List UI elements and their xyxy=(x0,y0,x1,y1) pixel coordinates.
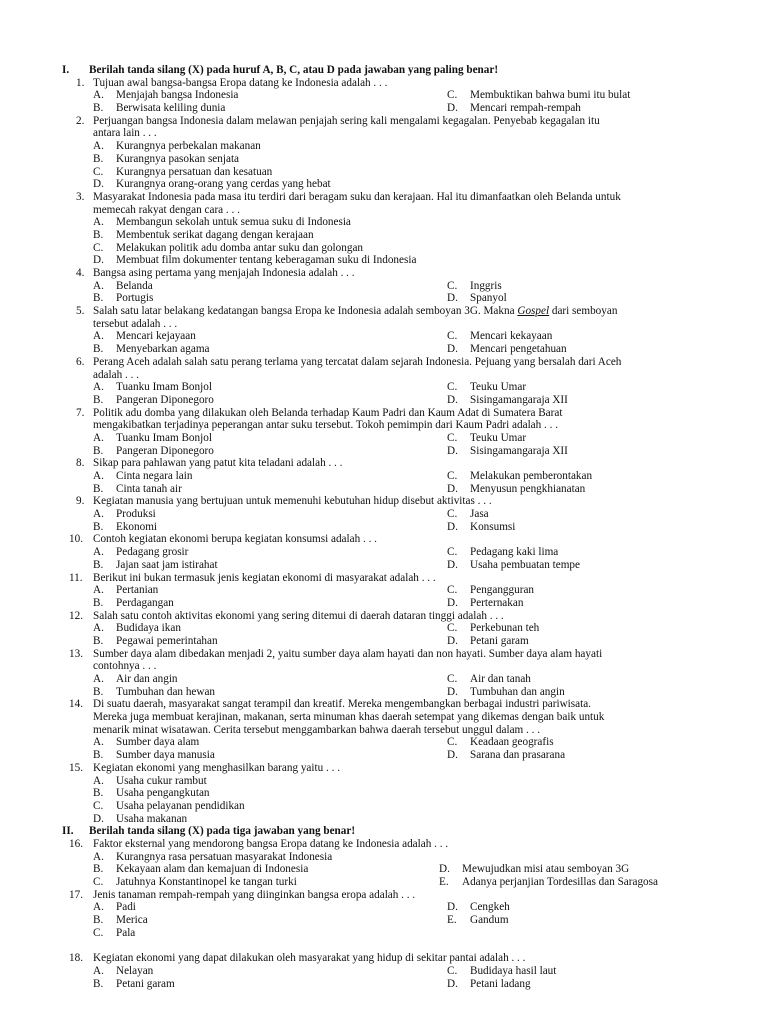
question-line xyxy=(0,457,768,470)
option-letter: D. xyxy=(439,863,450,876)
answer-row xyxy=(0,508,768,521)
option-text: Membuat film dokumenter tentang keberagaman suku di Indonesia xyxy=(116,254,417,267)
option-text: Cengkeh xyxy=(470,901,510,914)
question-line xyxy=(0,369,768,382)
option-text: Belanda xyxy=(116,279,153,292)
question-line xyxy=(0,305,768,318)
option-letter: D. xyxy=(447,292,458,305)
option-text: Menyusun pengkhianatan xyxy=(470,482,586,495)
question-text: antara lain . . . xyxy=(93,127,157,140)
question-text: adalah . . . xyxy=(93,368,139,381)
option-letter: D. xyxy=(447,520,458,533)
option-letter: A. xyxy=(93,850,104,863)
option-text: Tuanku Imam Bonjol xyxy=(116,431,212,444)
section-heading xyxy=(0,825,768,838)
option-text: Membangun sekolah untuk semua suku di Indonesia xyxy=(116,216,351,229)
option-text: Membuktikan bahwa bumi itu bulat xyxy=(470,89,631,102)
option-letter: D. xyxy=(93,178,104,191)
question-text: menarik minat wisatawan. Cerita tersebut menggambarkan bahwa daerah tersebut unggul dalam . . . xyxy=(93,723,541,736)
option-text: Budidaya ikan xyxy=(116,622,181,635)
option-text: Sumber daya manusia xyxy=(116,749,215,762)
option-letter: A. xyxy=(93,508,104,521)
option-letter: D. xyxy=(447,444,458,457)
option-letter: D. xyxy=(447,102,458,115)
option-letter: D. xyxy=(93,812,104,825)
option-text: Sisingamangaraja XII xyxy=(470,393,568,406)
question-text: Masyarakat Indonesia pada masa itu terdiri dari beragam suku dan kerajaan. Hal itu dimanfaatkan oleh Belanda untuk xyxy=(93,190,621,203)
option-text: Mewujudkan misi atau semboyan 3G xyxy=(462,863,630,876)
option-text: Tumbuhan dan angin xyxy=(470,685,565,698)
answer-row xyxy=(0,901,768,914)
option-text: Pegawai pemerintahan xyxy=(116,634,218,647)
answer-row xyxy=(0,686,768,699)
option-letter: B. xyxy=(93,343,104,356)
option-letter: B. xyxy=(93,102,104,115)
answer-row xyxy=(0,635,768,648)
answer-row xyxy=(0,597,768,610)
option-letter: A. xyxy=(93,774,104,787)
option-letter: D. xyxy=(447,901,458,914)
question-text: Kegiatan ekonomi yang menghasilkan barang yaitu . . . xyxy=(93,761,340,774)
option-text: Pedagang grosir xyxy=(116,546,189,559)
option-text: Teuku Umar xyxy=(470,431,527,444)
option-letter: D. xyxy=(447,343,458,356)
option-text: Teuku Umar xyxy=(470,381,527,394)
option-text: Kurangnya rasa persatuan masyarakat Indonesia xyxy=(116,850,333,863)
question-text: Bangsa asing pertama yang menjajah Indonesia adalah . . . xyxy=(93,267,355,279)
option-letter: A. xyxy=(93,964,104,977)
option-letter: B. xyxy=(93,596,104,609)
answer-row xyxy=(0,622,768,635)
question-number: 5. xyxy=(76,305,85,318)
option-text: Konsumsi xyxy=(470,520,516,533)
question-line xyxy=(0,724,768,737)
option-text: Usaha makanan xyxy=(116,812,188,825)
option-letter: A. xyxy=(93,901,104,914)
option-text: Pengangguran xyxy=(470,584,535,597)
answer-row xyxy=(0,153,768,166)
question-text: Perjuangan bangsa Indonesia dalam melawan penjajah sering kali mengalami kegagalan. Penyebab kegagalan itu xyxy=(93,114,600,127)
question-line xyxy=(0,318,768,331)
option-letter: D. xyxy=(93,254,104,267)
option-letter: C. xyxy=(93,165,104,178)
question-number: 11. xyxy=(69,571,83,584)
question-text: Di suatu daerah, masyarakat sangat terampil dan kreatif. Mereka mengembangkan berbagai industri pariwisata. xyxy=(93,698,591,711)
question-number: 17. xyxy=(69,888,83,901)
answer-row xyxy=(0,89,768,102)
option-text: Menjajah bangsa Indonesia xyxy=(116,89,239,102)
question-number: 18. xyxy=(69,952,83,965)
question-text: Sumber daya alam dibedakan menjadi 2, yaitu sumber daya alam hayati dan non hayati. Sumber daya alam hayati xyxy=(93,647,603,660)
answer-row xyxy=(0,736,768,749)
question-number: 3. xyxy=(76,190,85,203)
question-text: Perang Aceh adalah salah satu perang terlama yang tercatat dalam sejarah Indonesia. Pejuang yang bersalah dari Aceh xyxy=(93,355,622,368)
option-text: Tuanku Imam Bonjol xyxy=(116,381,212,394)
option-letter: C. xyxy=(447,584,458,597)
option-letter: B. xyxy=(93,444,104,457)
question-text: contohnya . . . xyxy=(93,660,157,673)
answer-row xyxy=(0,229,768,242)
question-text: Salah satu latar belakang kedatangan bangsa Eropa ke Indonesia adalah semboyan 3G. Makna Gospel dari semboyan xyxy=(93,305,618,318)
option-letter: C. xyxy=(447,508,458,521)
question-number: 10. xyxy=(69,533,83,546)
question-number: 13. xyxy=(69,647,83,660)
answer-row xyxy=(0,787,768,800)
answer-row xyxy=(0,521,768,534)
option-letter: B. xyxy=(93,787,104,800)
option-letter: E. xyxy=(447,914,457,927)
option-text: Kurangnya pasokan senjata xyxy=(116,152,240,165)
option-text: Melakukan pemberontakan xyxy=(470,470,593,482)
option-text: Cinta tanah air xyxy=(116,482,182,495)
option-text: Petani garam xyxy=(116,977,175,990)
option-text: Air dan tanah xyxy=(470,673,531,685)
section-instruction: Berilah tanda silang (X) pada tiga jawaban yang benar! xyxy=(89,825,356,838)
option-text: Mencari kekayaan xyxy=(470,330,553,343)
option-text: Nelayan xyxy=(116,964,154,977)
question-text: mengakibatkan terjadinya peperangan antar suku tersebut. Tokoh pemimpin dari Kaum Padri adalah . . . xyxy=(93,419,559,432)
question-number: 16. xyxy=(69,837,83,850)
option-letter: C. xyxy=(447,330,458,343)
option-text: Pala xyxy=(116,926,136,939)
answer-row xyxy=(0,914,768,927)
question-text: Politik adu domba yang dilakukan oleh Belanda terhadap Kaum Padri dan Kaum Adat di Sumatera Barat xyxy=(93,406,563,419)
answer-row xyxy=(0,546,768,559)
question-line xyxy=(0,495,768,508)
option-text: Melakukan politik adu domba antar suku dan golongan xyxy=(116,241,364,254)
answer-row xyxy=(0,863,768,876)
section-number: II. xyxy=(62,825,74,838)
option-letter: C. xyxy=(93,799,104,812)
option-letter: B. xyxy=(93,482,104,495)
option-letter: A. xyxy=(93,381,104,394)
option-text: Cinta negara lain xyxy=(116,470,193,482)
option-text: Sarana dan prasarana xyxy=(470,749,566,762)
option-letter: B. xyxy=(93,863,104,876)
option-letter: B. xyxy=(93,977,104,990)
question-line xyxy=(0,127,768,140)
option-text: Usaha cukur rambut xyxy=(116,774,207,787)
option-letter: D. xyxy=(447,685,458,698)
option-letter: C. xyxy=(447,736,458,749)
option-text: Ekonomi xyxy=(116,520,158,533)
option-text: Padi xyxy=(116,901,136,914)
question-number: 2. xyxy=(76,114,85,127)
option-letter: C. xyxy=(447,381,458,394)
answer-row xyxy=(0,559,768,572)
answer-row xyxy=(0,673,768,686)
answer-row xyxy=(0,445,768,458)
question-line xyxy=(0,191,768,204)
option-letter: A. xyxy=(93,89,104,102)
question-number: 4. xyxy=(76,267,85,279)
answer-row xyxy=(0,102,768,115)
option-text: Usaha pembuatan tempe xyxy=(470,558,580,571)
option-text: Keadaan geografis xyxy=(470,736,554,749)
question-number: 6. xyxy=(76,355,85,368)
option-text: Kekayaan alam dan kemajuan di Indonesia xyxy=(116,863,309,876)
option-letter: D. xyxy=(447,393,458,406)
option-letter: A. xyxy=(93,431,104,444)
question-line xyxy=(0,204,768,217)
question-text: Kegiatan ekonomi yang dapat dilakukan oleh masyarakat yang hidup di sekitar pantai adalah . . . xyxy=(93,952,526,965)
option-letter: A. xyxy=(93,584,104,597)
option-letter: C. xyxy=(447,964,458,977)
option-letter: B. xyxy=(93,152,104,165)
option-text: Kurangnya orang-orang yang cerdas yang hebat xyxy=(116,178,331,191)
option-letter: B. xyxy=(93,228,104,241)
option-text: Pertanian xyxy=(116,584,159,597)
option-text: Inggris xyxy=(470,279,502,292)
option-letter: D. xyxy=(447,749,458,762)
answer-row xyxy=(0,394,768,407)
question-line xyxy=(0,648,768,661)
option-text: Mencari rempah-rempah xyxy=(470,102,581,115)
option-letter: A. xyxy=(93,140,104,153)
question-number: 1. xyxy=(76,76,85,89)
question-line xyxy=(0,711,768,724)
option-letter: C. xyxy=(93,876,104,888)
option-letter: A. xyxy=(93,216,104,229)
option-letter: B. xyxy=(93,558,104,571)
option-text: Mencari kejayaan xyxy=(116,330,196,343)
option-text: Perkebunan teh xyxy=(470,622,540,635)
option-letter: C. xyxy=(93,926,104,939)
option-text: Tumbuhan dan hewan xyxy=(116,685,216,698)
option-text: Perdagangan xyxy=(116,596,174,609)
option-letter: C. xyxy=(447,470,458,482)
option-text: Kurangnya perbekalan makanan xyxy=(116,140,261,153)
option-letter: C. xyxy=(447,546,458,559)
question-text: Jenis tanaman rempah-rempah yang diinginkan bangsa eropa adalah . . . xyxy=(93,888,416,901)
question-text: tersebut adalah . . . xyxy=(93,317,178,330)
section-heading xyxy=(0,64,768,77)
answer-row xyxy=(0,166,768,179)
question-number: 12. xyxy=(69,609,83,622)
question-text: Sikap para pahlawan yang patut kita teladani adalah . . . xyxy=(93,457,343,470)
answer-row xyxy=(0,140,768,153)
option-letter: A. xyxy=(93,330,104,343)
option-letter: A. xyxy=(93,279,104,292)
option-text: Jatuhnya Konstantinopel ke tangan turki xyxy=(116,876,297,888)
question-line xyxy=(0,610,768,623)
answer-row xyxy=(0,178,768,191)
question-line xyxy=(0,660,768,673)
option-letter: B. xyxy=(93,292,104,305)
option-letter: A. xyxy=(93,622,104,635)
section-number: I. xyxy=(62,64,70,76)
question-line xyxy=(0,952,768,965)
question-text: Mereka juga membuat kerajinan, makanan, serta minuman khas daerah setempat yang dikemas dengan baik untuk xyxy=(93,711,605,724)
option-letter: B. xyxy=(93,634,104,647)
option-letter: D. xyxy=(447,482,458,495)
option-text: Pedagang kaki lima xyxy=(470,546,559,559)
answer-row xyxy=(0,965,768,978)
option-letter: C. xyxy=(447,431,458,444)
answer-row xyxy=(0,254,768,267)
answer-row xyxy=(0,813,768,826)
option-text: Mencari pengetahuan xyxy=(470,343,567,356)
answer-row xyxy=(0,483,768,496)
answer-row xyxy=(0,927,768,940)
option-letter: C. xyxy=(93,241,104,254)
option-letter: C. xyxy=(447,89,458,102)
option-text: Usaha pengangkutan xyxy=(116,787,210,800)
question-text: Faktor eksternal yang mendorong bangsa Eropa datang ke Indonesia adalah . . . xyxy=(93,837,449,850)
option-letter: D. xyxy=(447,634,458,647)
option-text: Petani ladang xyxy=(470,977,531,990)
answer-row xyxy=(0,584,768,597)
option-letter: D. xyxy=(447,558,458,571)
answer-row xyxy=(0,775,768,788)
option-text: Portugis xyxy=(116,292,154,305)
question-text: Berikut ini bukan termasuk jenis kegiatan ekonomi di masyarakat adalah . . . xyxy=(93,571,436,584)
option-letter: D. xyxy=(447,977,458,990)
question-line xyxy=(0,533,768,546)
option-letter: A. xyxy=(93,470,104,482)
question-text: Salah satu contoh aktivitas ekonomi yang sering ditemui di daerah dataran tinggi adalah . . . xyxy=(93,609,504,622)
option-text: Perternakan xyxy=(470,596,524,609)
question-number: 8. xyxy=(76,457,85,470)
option-letter: A. xyxy=(93,546,104,559)
option-text: Menyebarkan agama xyxy=(116,343,210,356)
question-text: Kegiatan manusia yang bertujuan untuk memenuhi kebutuhan hidup disebut aktivitas . . . xyxy=(93,495,492,508)
answer-row xyxy=(0,330,768,343)
answer-row xyxy=(0,978,768,991)
option-letter: C. xyxy=(447,673,458,685)
option-letter: B. xyxy=(93,914,104,927)
answer-row xyxy=(0,851,768,864)
option-letter: E. xyxy=(439,876,449,888)
question-line xyxy=(0,762,768,775)
question-line xyxy=(0,572,768,585)
option-letter: B. xyxy=(93,393,104,406)
question-line xyxy=(0,115,768,128)
option-text: Merica xyxy=(116,914,148,927)
option-letter: D. xyxy=(447,596,458,609)
option-letter: B. xyxy=(93,685,104,698)
section-instruction: Berilah tanda silang (X) pada huruf A, B, C, atau D pada jawaban yang paling benar! xyxy=(89,64,499,76)
option-text: Sisingamangaraja XII xyxy=(470,444,568,457)
question-line xyxy=(0,698,768,711)
answer-row xyxy=(0,749,768,762)
question-text: memecah rakyat dengan cara . . . xyxy=(93,203,240,216)
option-text: Berwisata keliling dunia xyxy=(116,102,226,115)
question-line xyxy=(0,419,768,432)
option-text: Membentuk serikat dagang dengan kerajaan xyxy=(116,228,314,241)
option-text: Produksi xyxy=(116,508,156,521)
answer-row xyxy=(0,381,768,394)
option-text: Jajan saat jam istirahat xyxy=(116,558,218,571)
option-text: Adanya perjanjian Tordesillas dan Saragosa xyxy=(462,876,658,888)
question-text: Contoh kegiatan ekonomi berupa kegiatan konsumsi adalah . . . xyxy=(93,533,377,546)
answer-row xyxy=(0,432,768,445)
question-number: 14. xyxy=(69,698,83,711)
question-number: 7. xyxy=(76,406,85,419)
option-letter: C. xyxy=(447,279,458,292)
question-text: Tujuan awal bangsa-bangsa Eropa datang ke Indonesia adalah . . . xyxy=(93,76,388,89)
option-text: Jasa xyxy=(470,508,489,521)
option-text: Gandum xyxy=(470,914,509,927)
option-text: Air dan angin xyxy=(116,673,178,685)
answer-row xyxy=(0,876,768,889)
answer-row xyxy=(0,280,768,293)
spacer xyxy=(0,939,768,952)
option-text: Kurangnya persatuan dan kesatuan xyxy=(116,165,273,178)
option-text: Petani garam xyxy=(470,634,529,647)
option-text: Budidaya hasil laut xyxy=(470,964,557,977)
answer-row xyxy=(0,343,768,356)
answer-row xyxy=(0,292,768,305)
worksheet xyxy=(0,64,768,990)
option-letter: A. xyxy=(93,673,104,685)
option-letter: B. xyxy=(93,749,104,762)
option-text: Spanyol xyxy=(470,292,507,305)
answer-row xyxy=(0,470,768,483)
question-number: 15. xyxy=(69,761,83,774)
option-letter: B. xyxy=(93,520,104,533)
option-letter: A. xyxy=(93,736,104,749)
question-number: 9. xyxy=(76,495,85,508)
option-text: Usaha pelayanan pendidikan xyxy=(116,799,245,812)
option-text: Pangeran Diponegoro xyxy=(116,444,214,457)
answer-row xyxy=(0,800,768,813)
option-letter: C. xyxy=(447,622,458,635)
question-line xyxy=(0,356,768,369)
option-text: Sumber daya alam xyxy=(116,736,200,749)
question-line xyxy=(0,267,768,280)
answer-row xyxy=(0,242,768,255)
question-line xyxy=(0,889,768,902)
answer-row xyxy=(0,216,768,229)
option-text: Pangeran Diponegoro xyxy=(116,393,214,406)
question-line xyxy=(0,407,768,420)
question-line xyxy=(0,838,768,851)
question-line xyxy=(0,77,768,90)
